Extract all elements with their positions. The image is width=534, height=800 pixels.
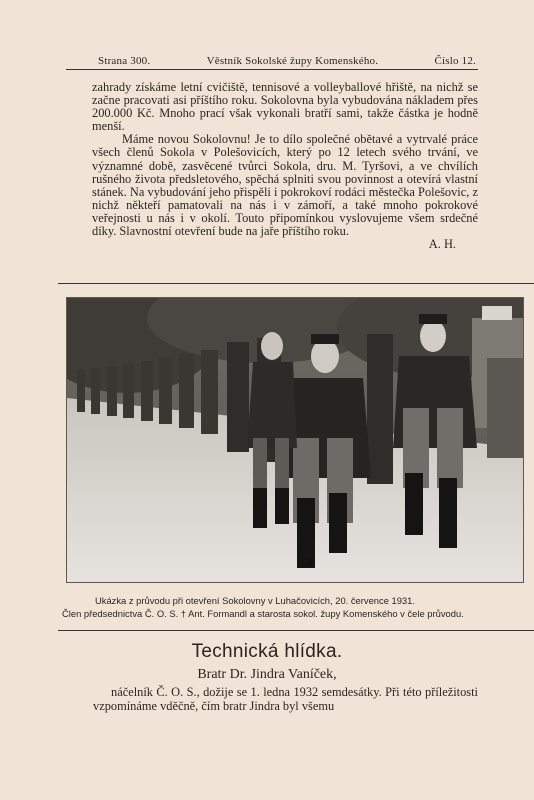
section-title: Technická hlídka.: [191, 641, 343, 662]
article-text: [92, 81, 478, 251]
section-paragraph: náčelník Č. O. S., dožije se 1. ledna 1932 semdesátky. Při této příležitosti vzpomínáme vděčně, čím bratr Jindra byl všemu: [93, 685, 478, 713]
article-paragraph-2: Máme novou Sokolovnu! Je to dílo společné obětavé a vytrvalé práce všech členů Sokola v Polešovicích, který po 12 letech svého trvání, ve významné době, zasvěcené tvůrci Sokola, dru. M. Tyršovi, a ve chvílích rušného života předsletového, spěchá splniti svou povinnost a otevírá vlastní stánek. Na vybudování jeho přispěli i pokrokoví rodáci městečka Polešovic, z nichž někteří pamatovali na nás i v zámoří, a také mnoho pokrokové veřejnosti u nás i v okolí. Touto připomínkou vyslovujeme všem srdečné díky. Slavnostní otevření bude na jaře příštího roku.: [92, 132, 478, 239]
parade-photo-illustration: [67, 298, 523, 582]
photo-mark: ×: [303, 554, 315, 570]
parade-photograph: [66, 297, 524, 583]
article-signature: A. H.: [428, 237, 456, 252]
photo-caption: [62, 594, 532, 620]
section-subhead: Bratr Dr. Jindra Vaníček,: [197, 667, 337, 682]
section-body: [93, 686, 478, 714]
caption-line-1: Ukázka z průvodu při otevření Sokolovny v Luhačovicích, 20. července 1931.: [95, 595, 415, 606]
section-divider-2: [58, 630, 534, 631]
journal-title: Věstník Sokolské župy Komenského.: [206, 55, 379, 67]
issue-number: Číslo 12.: [434, 55, 476, 67]
caption-line-2: Člen předsednictva Č. O. S. † Ant. Formandl a starosta sokol. župy Komenského v čele průvodu.: [62, 608, 464, 619]
article-paragraph-1: zahrady získáme letní cvičiště, tennisové a volleyballové hřiště, na nichž se začne pracovati asi příštího roku. Sokolovna byla vybudována nákladem přes 200.000 Kč. Mnoho prací však vykonali bratří sami, takže částka je hodně menší.: [92, 80, 478, 134]
running-header: [98, 55, 476, 67]
page-number: Strana 300.: [98, 55, 151, 67]
section-divider: [58, 283, 534, 284]
header-rule: [66, 69, 478, 70]
